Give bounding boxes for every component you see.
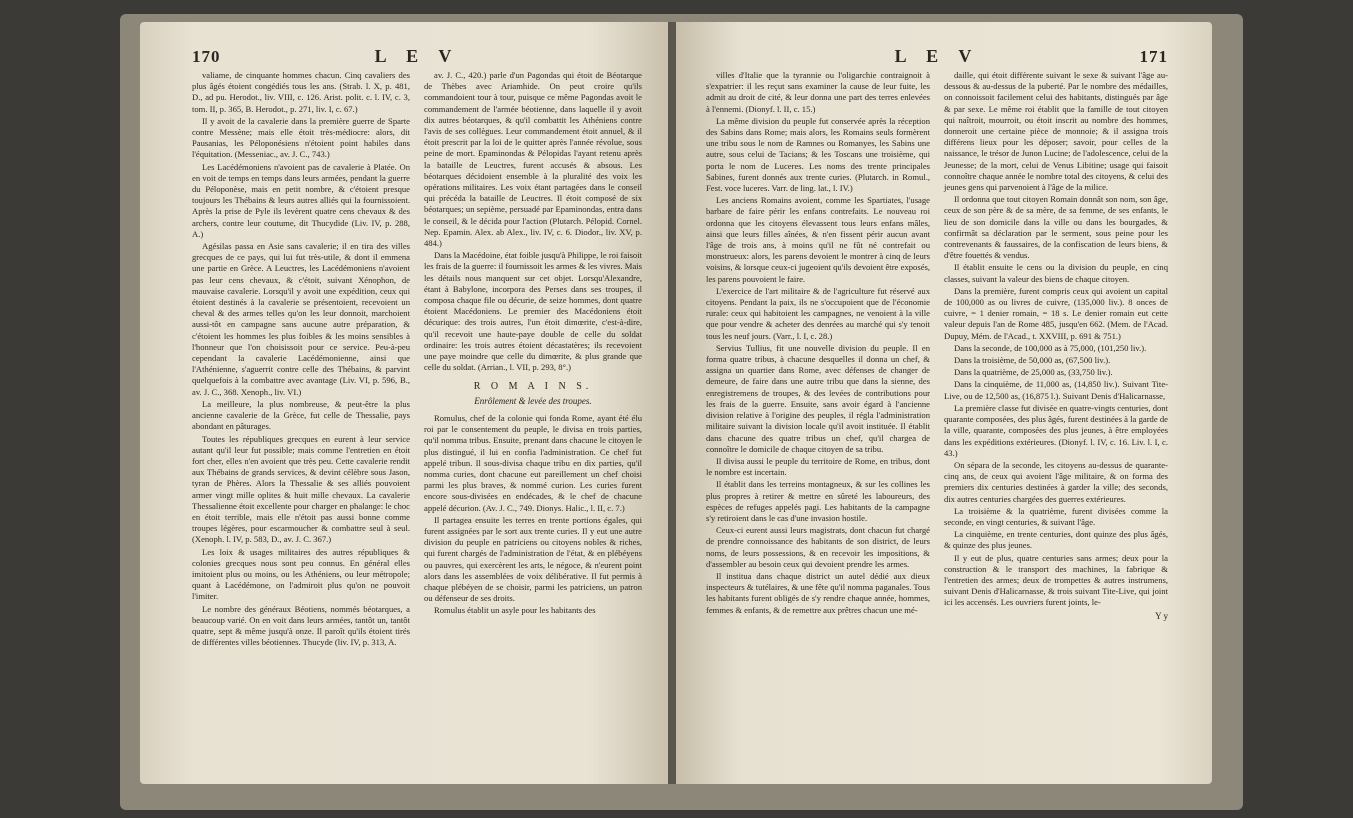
paragraph: daille, qui étoit différente suivant le sexe & suivant l'âge au-dessous & au-dessus de la puberté. Par le nombre des médailles, on connoissoit facilement celui des habitants, distingués par âge & par sexe. Le même roi établit que la famille de tout citoyen qui naîtroit, mourroit, ou étoit inscrit au nombre des hommes, donneroit une certaine pièce de monnoie; & il assigna trois différens lieux pour les déposer; savoir, pour celles de la naissance, le trésor de Junon Lucine; de l'adolescence, celui de la Jeunesse; de la mort, celui de Venus Libitine; usage qui faisoit connoître chaque année le nombre total des citoyens, & celui des jeunes gens qui parvenoient à l'âge de la milice. — [944, 70, 1168, 193]
paragraph: Servius Tullius, fit une nouvelle division du peuple. Il en forma quatre tribus, à chacune desquelles il donna un chef, & assigna un quartier dans Rome, avec défenses de changer de demeure, de faire dans une autre tribu que dans la sienne, des enregistremens de troupes, & des levées de contributions pour les frais de la guerre. Ensuite, sans avoir égard à l'ancienne division relative à l'origine des peuples, il régla l'administration militaire suivant la division locale qu'il avoit instituée. Il établit dans chacune des quatre tribus un chef, qu'il chargea de connoître le domicile de chaque citoyen de sa tribu. — [706, 342, 930, 454]
paragraph: Dans la troisième, de 50,000 as, (67,500 liv.). — [954, 355, 1111, 366]
section-subtitle: Enrôlement & levée des troupes. — [474, 395, 592, 406]
section-title: R O M A I N S. — [473, 381, 593, 393]
right-page-number: 171 — [1139, 47, 1168, 66]
paragraph: Il divisa aussi le peuple du territoire de Rome, en tribus, dont le nombre est incertain. — [706, 455, 930, 478]
right-page — [676, 22, 1212, 784]
paragraph: La cinquième, en trente centuries, dont quinze des plus âgés, & quinze des plus jeunes. — [944, 529, 1168, 551]
paragraph: La meilleure, la plus nombreuse, & peut-être la plus ancienne cavalerie de la Grèce, fut celle de Thessalie, pays abondant en pâturages. — [192, 398, 410, 432]
paragraph: Dans la quatrième, de 25,000 as, (33,750 liv.). — [954, 367, 1113, 378]
left-column-1 — [192, 70, 410, 649]
book-spine — [668, 22, 676, 784]
paragraph: La troisième & la quatrième, furent divisées comme la seconde, en vingt centuries, & suivant l'âge. — [944, 505, 1168, 527]
paragraph: Toutes les républiques grecques en eurent à leur service autant qu'il leur fut possible; mais comme l'entretien en étoit fort cher, elles n'en avoient que très peu. Cette cavalerie rendit aux Thébains de grands services, & devint célèbre sous Jason, tyran de Phères. Alors la Thessalie & ses alliés pouvoient armer vingt mille oplites & huit mille chevaux. La cavalerie Thessalienne étoit excellente pour charger en phalange: le choc en étoit terrible, mais elle n'étoit pas aussi bonne comme troupes légères, pour escarmoucher & combattre seul à seul. (Xenoph. l. IV, p. 583, D., av. J. C. 367.) — [192, 433, 410, 545]
paragraph: villes d'Italie que la tyrannie ou l'oligarchie contraignoit à s'expatrier: il les reçut sans examiner la cause de leur fuite, les admit au droit de cité, & leur donna une part des terres enlevées à l'ennemi. (Dionyf. l. II, c. 15.) — [706, 70, 930, 114]
paragraph: Il institua dans chaque district un autel dédié aux dieux inspecteurs & tutélaires, & une fête qu'il nomma paganales. Tous les habitants furent obligés de s'y rendre chaque année, hommes, femmes & enfants, & de remettre aux prêtres chacun une mé- — [706, 570, 930, 615]
paragraph: L'exercice de l'art militaire & de l'agriculture fut réservé aux citoyens. Pendant la paix, ils ne s'occupoient que de l'économie rurale: ceux qui habitoient les campagnes, ne venoient à la ville que pour vendre & acheter des denrées au marché qui s'y tenoit tous les neuf jours. (Varr., l. I, c. 28.) — [706, 285, 930, 341]
paragraph: Les loix & usages militaires des autres républiques & colonies grecques nous sont peu connus. En général elles imitoient plus ou moins, ou les Athéniens, ou leur métropole; quant à Lacédémone, on l'admiroit plus qu'on ne pouvoit l'imiter. — [192, 546, 410, 602]
paragraph: On sépara de la seconde, les citoyens au-dessus de quarante-cinq ans, de ceux qui avoient l'âge militaire, & on forma des premiers dix centuries destinées à garder la ville; des seconds, dix autres centuries chargées des guerres extérieures. — [944, 459, 1168, 504]
signature-mark: Y y — [1155, 610, 1168, 621]
paragraph: valiame, de cinquante hommes chacun. Cinq cavaliers des plus âgés étoient congédiés tous les ans. (Strab. l. X, p. 481, D., ad pu. Herodot., liv. VIII, c. 126. Arist. polit. c. l. IV, c. 3, tom. II, p. 365, B. Herodot., p. 271, liv. I, c. 67.) — [192, 70, 410, 114]
paragraph: Les anciens Romains avoient, comme les Spartiates, l'usage barbare de faire périr les enfans contrefaits. Le nouveau roi ordonna que les citoyens élevassent tous leurs enfans mâles, ainsi que leurs filles aînées, & n'en fissent périr aucun avant l'âge de trois ans, à moins qu'il ne fût né contrefait ou monstrueux: alors, les parens devoient le montrer à cinq de leurs voisins, & lorsque ceux-ci jugeoient qu'ils devoient être exposés, les parens pouvoient le faire. — [706, 195, 930, 284]
paragraph: Il ordonna que tout citoyen Romain donnât son nom, son âge, ceux de son père & de sa mère, de sa femme, de ses enfants, le lieu de son domicile dans la ville ou dans les bourgades, & confirmât sa déclaration par le serment, sous peine pour les contrevenants & faussaires, de la confiscation de leurs biens, & d'être fouettés & vendus. — [944, 194, 1168, 261]
left-column-2 — [424, 70, 642, 649]
paragraph: Il y avoit de la cavalerie dans la première guerre de Sparte contre Messène; mais elle étoit très-médiocre: alors, dit Pausanias, les Péloponésiens n'étoient point habiles dans l'équitation. (Messeniac., av. J. C., 743.) — [192, 115, 410, 160]
left-page — [140, 22, 668, 784]
paragraph: Dans la cinquième, de 11,000 as, (14,850 liv.). Suivant Tite-Live, ou de 12,500 as, (16,875 l.). Suivant Denis d'Halicarnasse, — [944, 379, 1168, 401]
paragraph: Il établit dans les terreins montagneux, & sur les collines les plus propres à retirer & mettre en sûreté les laboureurs, des espèces de refuges appelés pagi. Les habitants de la campagne s'y retiroient dans le cas d'une invasion hostile. — [706, 479, 930, 523]
paragraph: La première classe fut divisée en quatre-vingts centuries, dont quarante composées, des plus âgés, furent destinées à la garde de la ville, quarante, composées des plus jeunes, à être employées dans les expéditions extérieures. (Dionyf. l. IV, c. 16. Liv. l. I, c. 43.) — [944, 402, 1168, 458]
paragraph: La même division du peuple fut conservée après la réception des Sabins dans Rome; mais alors, les Romains seuls formèrent une tribu sous le nom de Ramnes ou Romanyes, les Sabins une autre, sous celui de Tacians; & les Toscans une troisième, qui porta le nom de Luceres. Les noms des trente principales Sabines, furent donnés aux trente curies. (Plutarch. in Romul., Fest. voce luceres. Varr. de ling. lat., l. IV.) — [706, 115, 930, 194]
paragraph: Il partagea ensuite les terres en trente portions égales, qui furent assignées par le sort aux trente curies. Il y eut une autre division du peuple en patriciens ou citoyens nobles & riches, qui furent chargés de l'administration de l'état, & en plébéyens ou pauvres, qui exercèrent les arts, le négoce, & n'eurent point alors dans les assemblées de voix délibérative. Il fut permis à chaque plébéyen de se choisir, parmi les patriciens, un patron ou défenseur de ses droits. — [424, 514, 642, 604]
right-column-1 — [706, 70, 930, 622]
paragraph: Dans la seconde, de 100,000 as à 75,000, (101,250 liv.). — [954, 342, 1147, 353]
paragraph: Dans la Macédoine, état foible jusqu'à Philippe, le roi faisoit les frais de la guerre: il fournissoit les armes & les vivres. Mais les détails nous manquent sur cet objet. Lorsqu'Alexandre, étant à Babylone, incorpora des Perses dans ses troupes, il composa chaque file ou décurie, de seize hommes, dont quatre étoient Macédoniens. Le premier des Macédoniens étoit décurique: des trois autres, l'un étoit dimœrite, c'est-à-dire, qu'il recevoit une haute-paye double de celle du soldat ordinaire: les trois autres étoient décastatères; ils recevoient une paye moindre que celle du dimœrite, & plus grande que celle du soldat. (Arrian., l. VII, p. 293, 8°.) — [424, 250, 642, 373]
paragraph: av. J. C., 420.) parle d'un Pagondas qui étoit de Béotarque de Thèbes avec Ariamhide. On peut croire qu'ils commandoient tour à tour, puisque ce même Pagondas avoit le commandement de l'armée béotienne, dans laquelle il y avoit dix autres béotarques, & qu'il combattit les Athéniens contre l'avis de ses collègues. Leur commandement étoit annuel, & il étoit prescrit par la loi de le quitter après l'année révolue, sous peine de mort. Epaminondas & Pélopidas l'ayant retenu après la bataille de Leuctres, furent accusés & absous. Les béotarques décidoient ensemble à la pluralité des voix les opérations militaires. Les voix étant partagées dans le conseil qui précéda la bataille de Leuctres. Il étoit composé de six béotarques; un sepième, persuadé par Epaminondas, entra dans le conseil, & le décida pour l'action (Plutarch. Pélopid. Cornel. Nep. Epamin. Alex. ab Alex., liv. IV, c. 6. Diodor., liv. XV, p. 484.) — [424, 70, 642, 249]
right-column-2 — [944, 70, 1168, 622]
paragraph: Ceux-ci eurent aussi leurs magistrats, dont chacun fut chargé de prendre connoissance des habitants de son district, de leurs noms, de leurs possessions, & en recevoir les impositions, & d'assembler au besoin ceux qui devoient prendre les armes. — [706, 525, 930, 569]
paragraph: Il établit ensuite le cens ou la division du peuple, en cinq classes, suivant la valeur des biens de chaque citoyen. — [944, 262, 1168, 284]
left-page-number: 170 — [192, 47, 221, 66]
left-header-title: L E V — [374, 46, 460, 66]
paragraph: Agésilas passa en Asie sans cavalerie; il en tira des villes grecques de ce pays, qui lui fut très-utile, & dont il emmena une partie en Grèce. A Leuctres, les Lacédémoniens n'avoient pas leur cens chevaux, & c'étoit, suivant Xénophon, de mauvaise cavalerie. Lorsqu'il y avoit une expédition, ceux qui étoient destinés à la cavalerie se présentoient, recevoient un cheval & des armes telles qu'on les leur donnoit, marchoient aussi-tôt en campagne sans aucune autre préparation, & c'étoient les hommes les plus foibles & les moins sensibles à l'honneur que l'on choisissoit pour ce service. Peu-à-peu cependant la cavalerie Lacédémonienne, ainsi que l'Athénienne, s'aguerrit contre celle des Thébains, & parvint quelquefois à la combattre avec avantage (Liv. VI, p. 596, B., av. J. C., 368. Xenoph., liv. VI.) — [192, 241, 410, 397]
paragraph: Le nombre des généraux Béotiens, nommés béotarques, a beaucoup varié. On en voit dans leurs armées, tantôt un, tantôt quatre, sept & même jusqu'à onze. Il paroît qu'ils étoient tirés de différentes villes béotiennes. Thucyde (liv. IV, p. 313, A. — [192, 603, 410, 648]
paragraph: Les Lacédémoniens n'avoient pas de cavalerie à Platée. On en voit de temps en temps dans leurs armées, pendant la guerre du Péloponèse, mais en petit nombre, & c'étoient presque toujours les Thébains & leurs autres alliés qui la fournissoient. Après la prise de Pyle ils levèrent quatre cens chevaux & des archers, contre leur coutume, dit Thucydide (Liv. IV, p. 288, A.) — [192, 161, 410, 239]
paragraph: Il y eut de plus, quatre centuries sans armes; deux pour la construction & le transport des machines, la fabrique & l'entretien des armes; deux de trompettes & autres instrumens, suivant Denis d'Halicarnasse, & trois suivant Tite-Live, qui joint ici les accensés. Les ouvriers furent joints, le- — [944, 552, 1168, 608]
right-running-head — [706, 46, 1168, 68]
left-running-head — [192, 46, 642, 68]
paragraph: Dans la première, furent compris ceux qui avoient un capital de 100,000 as ou livres de cuivre, (135,000 liv.). 8 onces de cuivre, = 1 denier romain, = 18 s. Le denier romain eut cette valeur depuis l'an de Rome 485, jusqu'en 662. (Mem. de l'Acad. Dupuy, Mém. de l'Acad., t. XXVIII, p. 691 & 751.) — [944, 285, 1168, 341]
paragraph: Romulus, chef de la colonie qui fonda Rome, ayant été élu roi par le consentement du peuple, le divisa en trois parties, qu'il nomma tribus. Ensuite, prenant dans chacune le citoyen le plus distingué, il lui en confia l'administration. Ce chef fut appelé tribun. Il sous-divisa chaque tribu en dix parties, qu'il nomma curies, dont chacune eut pareillement un chef choisi parmi les plus braves, & nommé curion. Les curies furent encore sous-divisées en endécades, & le chef de chacune appelé décurion. (Av. J. C., 749. Dionys. Halic., l. II, c. 7.) — [424, 412, 642, 513]
paragraph: Romulus établit un asyle pour les habitants des — [434, 605, 596, 616]
right-header-title: L E V — [894, 46, 980, 66]
